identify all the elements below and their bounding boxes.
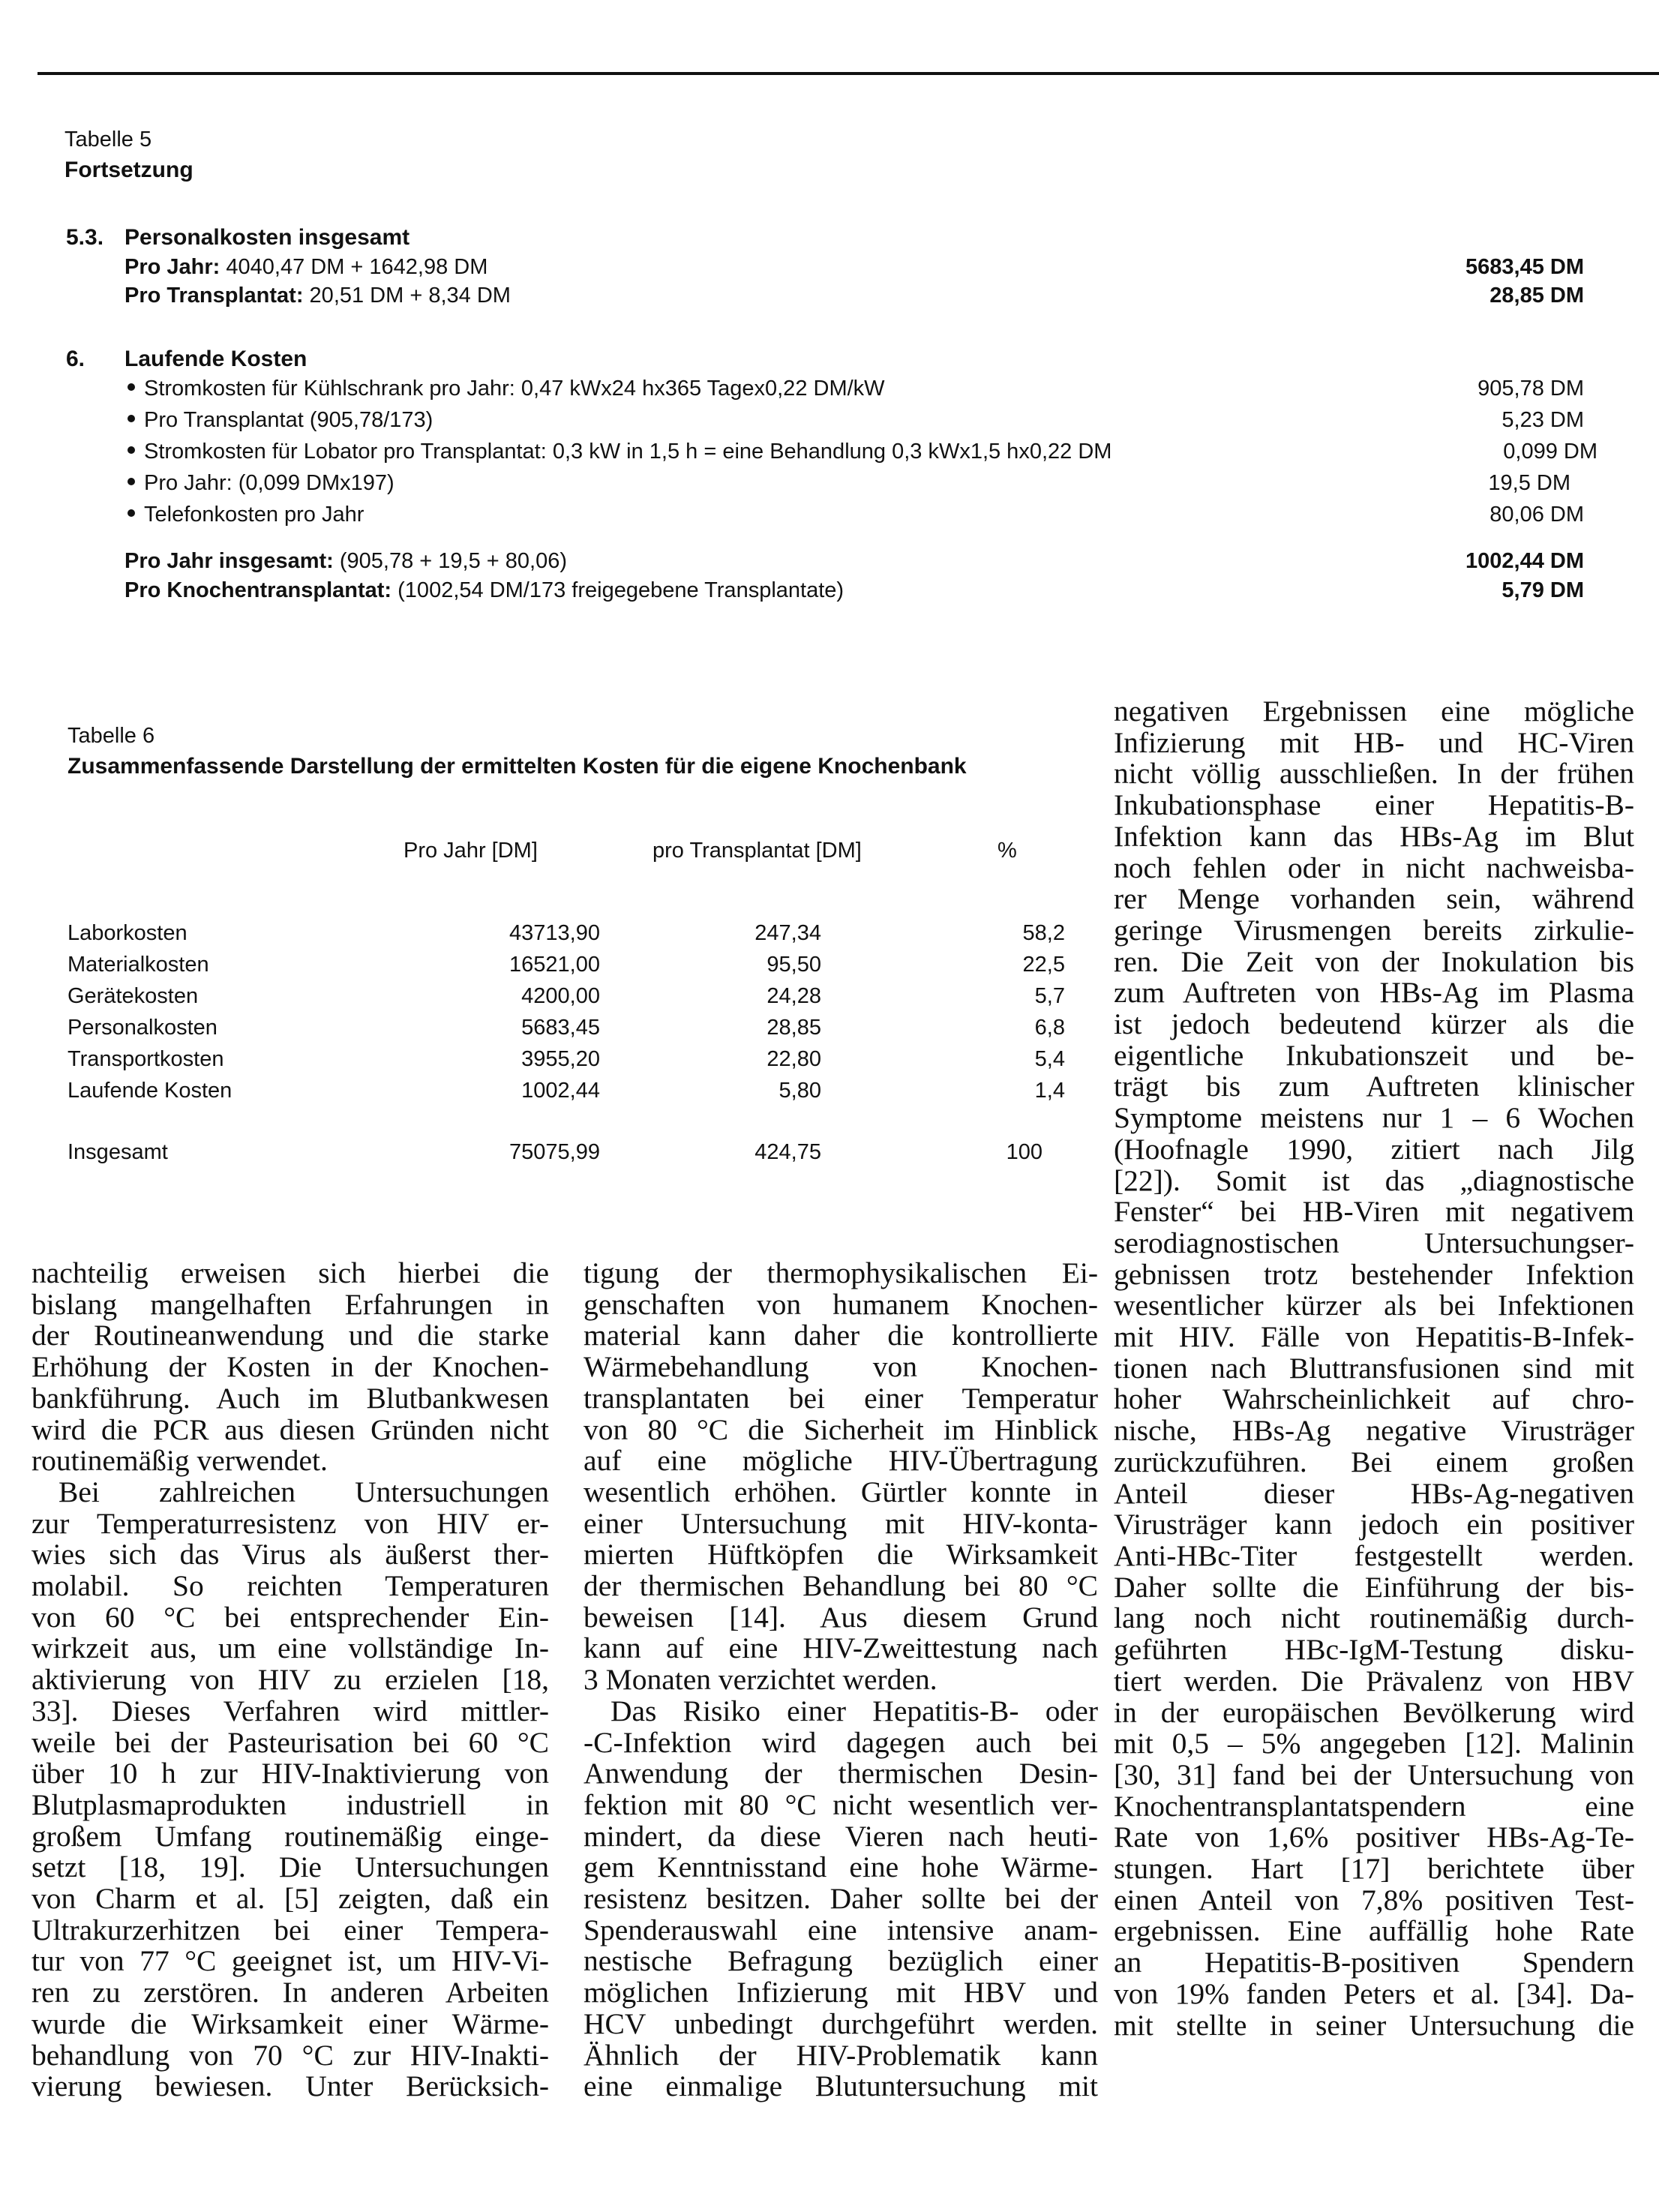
table-5-subtitle: Fortsetzung — [64, 158, 194, 182]
top-rule — [38, 72, 1659, 75]
table-5-label: Tabelle 5 — [64, 128, 152, 152]
text-line: mit 0,5 – 5% angegeben [12]. Malinin — [1114, 1727, 1634, 1760]
text-line: HCV unbedingt durchgeführt werden. — [584, 2006, 1098, 2040]
bullet-icon — [128, 383, 135, 391]
body-column-3 — [1114, 696, 1634, 2041]
personnel-per-transplant-line: Pro Transplantat: 20,51 DM + 8,34 DM — [124, 284, 511, 308]
text-line: Rate von 1,6% positiver HBs-Ag-Te- — [1114, 1820, 1634, 1854]
text-line: weile bei der Pasteurisation bei 60 °C — [32, 1725, 549, 1759]
section-5-3-title: Personalkosten insgesamt — [124, 225, 410, 250]
running-cost-item: Telefonkosten pro Jahr — [128, 503, 364, 527]
text-line: ergebnissen. Eine auffällig hohe Rate — [1114, 1914, 1634, 1948]
text-line: serodiagnostischen Untersuchungser- — [1114, 1226, 1634, 1259]
text-line: beweisen [14]. Aus diesem Grund — [584, 1600, 1098, 1634]
text-line: routinemäßig verwendet. — [32, 1444, 328, 1478]
text-line: vierung bewiesen. Unter Berücksich- — [32, 2069, 549, 2103]
text-line: hoher Wahrscheinlichkeit auf chro- — [1114, 1382, 1634, 1416]
text-line: nestische Befragung bezüglich einer — [584, 1944, 1098, 1978]
text-line: über 10 h zur HIV-Inaktivierung von — [32, 1757, 549, 1790]
text-line: Spenderauswahl eine intensive anam- — [584, 1913, 1098, 1946]
body-column-1 — [32, 1258, 549, 2102]
text-line: rer Menge vorhanden sein, während — [1114, 882, 1634, 916]
text-line: Bei zahlreichen Untersuchungen — [58, 1475, 549, 1508]
table-6-title: Zusammenfassende Darstellung der ermittelten Kosten für die eigene Knochenbank — [68, 754, 967, 779]
text-line: geringe Virusmengen bereits zirkulie- — [1114, 913, 1634, 947]
text-line: einen Anteil von 7,8% positiven Test- — [1114, 1883, 1634, 1916]
table-row: Personalkosten 5683,45 28,85 6,8 — [68, 1016, 1065, 1040]
text-line: bislang mangelhaften Erfahrungen in — [32, 1287, 549, 1321]
text-line: der Routineanwendung und die starke — [32, 1319, 549, 1352]
running-cost-value: 5,23 DM — [1502, 408, 1584, 432]
running-cost-item: Stromkosten für Kühlschrank pro Jahr: 0,47 kWx24 hx365 Tagex0,22 DM/kW — [128, 377, 885, 401]
text-line: geführten HBc-IgM-Testung disku- — [1114, 1633, 1634, 1667]
text-line: nische, HBs-Ag negative Virusträger — [1114, 1414, 1634, 1448]
text-line: von Charm et al. [5] zeigten, daß ein — [32, 1882, 549, 1916]
personnel-per-year-line: Pro Jahr: 4040,47 DM + 1642,98 DM — [124, 255, 488, 279]
text-line: gem Kenntnisstand eine hohe Wärme- — [584, 1850, 1098, 1884]
text-line: Das Risiko einer Hepatitis-B- oder — [610, 1694, 1098, 1727]
table-total-row: Insgesamt 75075,99 424,75 100 — [68, 1140, 1042, 1164]
running-total-per-transplant-value: 5,79 DM — [1502, 578, 1584, 602]
text-line: Anwendung der thermischen Desin- — [584, 1757, 1098, 1790]
running-cost-item: Stromkosten für Lobator pro Transplantat: 0,3 kW in 1,5 h = eine Behandlung 0,3 kWx1,5 hx0,22 DM — [128, 440, 1112, 464]
table-row: Transportkosten 3955,20 22,80 5,4 — [68, 1047, 1065, 1071]
running-total-per-year-line: Pro Jahr insgesamt: (905,78 + 19,5 + 80,06) — [124, 549, 568, 573]
text-line: tionen nach Bluttransfusionen sind mit — [1114, 1351, 1634, 1385]
text-line: zur Temperaturresistenz von HIV er- — [32, 1506, 549, 1540]
table-row: Gerätekosten 4200,00 24,28 5,7 — [68, 984, 1065, 1008]
text-line: Ultrakurzerhitzen bei einer Tempera- — [32, 1913, 549, 1946]
text-line: negativen Ergebnissen eine mögliche — [1114, 695, 1634, 728]
text-line: nachteilig erweisen sich hierbei die — [32, 1256, 549, 1289]
table-row: Materialkosten 16521,00 95,50 22,5 — [68, 953, 1065, 977]
text-line: molabil. So reichten Temperaturen — [32, 1569, 549, 1603]
text-line: tiert werden. Die Prävalenz von HBV — [1114, 1664, 1634, 1697]
text-line: Wärmebehandlung von Knochen- — [584, 1350, 1098, 1384]
text-line: ren. Die Zeit von der Inokulation bis — [1114, 944, 1634, 978]
header-per-transplant: pro Transplantat [DM] — [652, 839, 862, 863]
bullet-icon — [128, 415, 135, 422]
text-line: [30, 31] fand bei der Untersuchung von — [1114, 1757, 1634, 1791]
text-line: zum Auftreten von HBs-Ag im Plasma — [1114, 976, 1634, 1010]
text-line: Daher sollte die Einführung der bis- — [1114, 1570, 1634, 1604]
running-cost-value: 905,78 DM — [1478, 377, 1584, 401]
table-row: Laborkosten 43713,90 247,34 58,2 — [68, 921, 1065, 945]
text-line: Inkubationsphase einer Hepatitis-B- — [1114, 788, 1634, 822]
text-line: Blutplasmaprodukten industriell in — [32, 1787, 549, 1821]
text-line: Anti-HBc-Titer festgestellt werden. — [1114, 1538, 1634, 1572]
text-line: mierten Hüftköpfen die Wirksamkeit — [584, 1538, 1098, 1571]
text-line: resistenz besitzen. Daher sollte bei der — [584, 1882, 1098, 1916]
text-line: wurde die Wirksamkeit einer Wärme- — [32, 2006, 549, 2040]
text-line: Infizierung mit HB- und HC-Viren — [1114, 725, 1634, 759]
text-line: zurückzuführen. Bei einem großen — [1114, 1445, 1634, 1478]
text-line: von 80 °C die Sicherheit im Hinblick — [584, 1412, 1098, 1446]
text-line: kann auf eine HIV-Zweittestung nach — [584, 1631, 1098, 1665]
bullet-icon — [128, 446, 135, 454]
text-line: eine einmalige Blutuntersuchung mit — [584, 2069, 1098, 2103]
text-line: Fenster“ bei HB-Viren mit negativem — [1114, 1195, 1634, 1229]
text-line: Ähnlich der HIV-Problematik kann — [584, 2038, 1098, 2072]
text-line: mit stellte in seiner Untersuchung die — [1114, 2008, 1634, 2042]
text-line: auf eine mögliche HIV-Übertragung — [584, 1444, 1098, 1478]
text-line: ren zu zerstören. In anderen Arbeiten — [32, 1976, 549, 2009]
text-line: bankführung. Auch im Blutbankwesen — [32, 1381, 549, 1415]
text-line: wesentlicher kürzer als bei Infektionen — [1114, 1289, 1634, 1322]
text-line: 3 Monaten verzichtet werden. — [584, 1663, 938, 1697]
text-line: behandlung von 70 °C zur HIV-Inakti- — [32, 2038, 549, 2072]
text-line: einer Untersuchung mit HIV-konta- — [584, 1506, 1098, 1540]
section-5-3-number: 5.3. — [66, 225, 104, 250]
text-line: transplantaten bei einer Temperatur — [584, 1381, 1098, 1415]
text-line: noch fehlen oder in nicht nachweisba- — [1114, 851, 1634, 884]
running-total-per-transplant-line: Pro Knochentransplantat: (1002,54 DM/173 freigegebene Transplantate) — [124, 578, 844, 602]
text-line: tur von 77 °C geeignet ist, um HIV-Vi- — [32, 1944, 549, 1978]
text-line: von 19% fanden Peters et al. [34]. Da- — [1114, 1976, 1634, 2010]
text-line: aktivierung von HIV zu erzielen [18, — [32, 1663, 549, 1697]
cost-summary-table — [68, 839, 1065, 1172]
header-per-year: Pro Jahr [DM] — [404, 839, 538, 863]
table-row: Laufende Kosten 1002,44 5,80 1,4 — [68, 1079, 1065, 1103]
text-line: ist jedoch bedeutend kürzer als die — [1114, 1007, 1634, 1041]
personnel-per-year-value: 5683,45 DM — [1466, 255, 1584, 279]
text-line: gebnissen trotz bestehender Infektion — [1114, 1257, 1634, 1291]
text-line: stungen. Hart [17] berichtete über — [1114, 1852, 1634, 1886]
text-line: Knochentransplantatspendern eine — [1114, 1789, 1634, 1823]
bullet-icon — [128, 478, 135, 485]
running-cost-item: Pro Transplantat (905,78/173) — [128, 408, 433, 433]
text-line: material kann daher die kontrollierte — [584, 1319, 1098, 1352]
body-column-2 — [584, 1258, 1098, 2102]
text-line: Virusträger kann jedoch ein positiver — [1114, 1508, 1634, 1541]
text-line: setzt [18, 19]. Die Untersuchungen — [32, 1850, 549, 1884]
text-line: eigentliche Inkubationszeit und be- — [1114, 1038, 1634, 1072]
text-line: in der europäischen Bevölkerung wird — [1114, 1695, 1634, 1729]
text-line: 33]. Dieses Verfahren wird mittler- — [32, 1694, 549, 1727]
table-header-row — [68, 839, 1065, 921]
text-line: fektion mit 80 °C nicht wesentlich ver- — [584, 1787, 1098, 1821]
text-line: von 60 °C bei entsprechender Ein- — [32, 1600, 549, 1634]
running-total-per-year-value: 1002,44 DM — [1466, 549, 1584, 573]
personnel-per-transplant-value: 28,85 DM — [1490, 284, 1584, 308]
text-line: mindert, da diese Vieren nach heuti- — [584, 1819, 1098, 1853]
running-cost-item: Pro Jahr: (0,099 DMx197) — [128, 471, 394, 496]
bullet-icon — [128, 509, 135, 517]
section-6-title: Laufende Kosten — [124, 347, 308, 371]
text-line: großem Umfang routinemäßig einge- — [32, 1819, 549, 1853]
text-line: Anteil dieser HBs-Ag-negativen — [1114, 1476, 1634, 1510]
text-line: Erhöhung der Kosten in der Knochen- — [32, 1350, 549, 1384]
header-percent: % — [998, 839, 1017, 863]
text-line: genschaften von humanem Knochen- — [584, 1287, 1098, 1321]
text-line: lang noch nicht routinemäßig durch- — [1114, 1601, 1634, 1635]
text-line: wird die PCR aus diesen Gründen nicht — [32, 1412, 549, 1446]
text-line: wirkzeit aus, um eine vollständige In- — [32, 1631, 549, 1665]
text-line: Symptome meistens nur 1 – 6 Wochen — [1114, 1101, 1634, 1135]
text-line: wies sich das Virus als äußerst ther- — [32, 1538, 549, 1571]
text-line: [22]). Somit ist das „diagnostische — [1114, 1163, 1634, 1197]
text-line: mit HIV. Fälle von Hepatitis-B-Infek- — [1114, 1320, 1634, 1354]
text-line: nicht völlig ausschließen. In der frühen — [1114, 757, 1634, 791]
text-line: -C-Infektion wird dagegen auch bei — [584, 1725, 1098, 1759]
text-line: trägt bis zum Auftreten klinischer — [1114, 1070, 1634, 1103]
text-line: der thermischen Behandlung bei 80 °C — [584, 1569, 1098, 1603]
text-line: möglichen Infizierung mit HBV und — [584, 1976, 1098, 2009]
text-line: wesentlich erhöhen. Gürtler konnte in — [584, 1475, 1098, 1508]
text-line: Infektion kann das HBs-Ag im Blut — [1114, 819, 1634, 853]
running-cost-value: 80,06 DM — [1490, 503, 1584, 527]
section-6-number: 6. — [66, 347, 86, 371]
text-line: (Hoofnagle 1990, zitiert nach Jilg — [1114, 1132, 1634, 1166]
text-line: an Hepatitis-B-positiven Spendern — [1114, 1946, 1634, 1979]
running-cost-value: 19,5 DM — [1488, 471, 1570, 495]
running-cost-value: 0,099 DM — [1503, 440, 1598, 464]
text-line: tigung der thermophysikalischen Ei- — [584, 1256, 1098, 1289]
table-6-label: Tabelle 6 — [68, 724, 155, 748]
